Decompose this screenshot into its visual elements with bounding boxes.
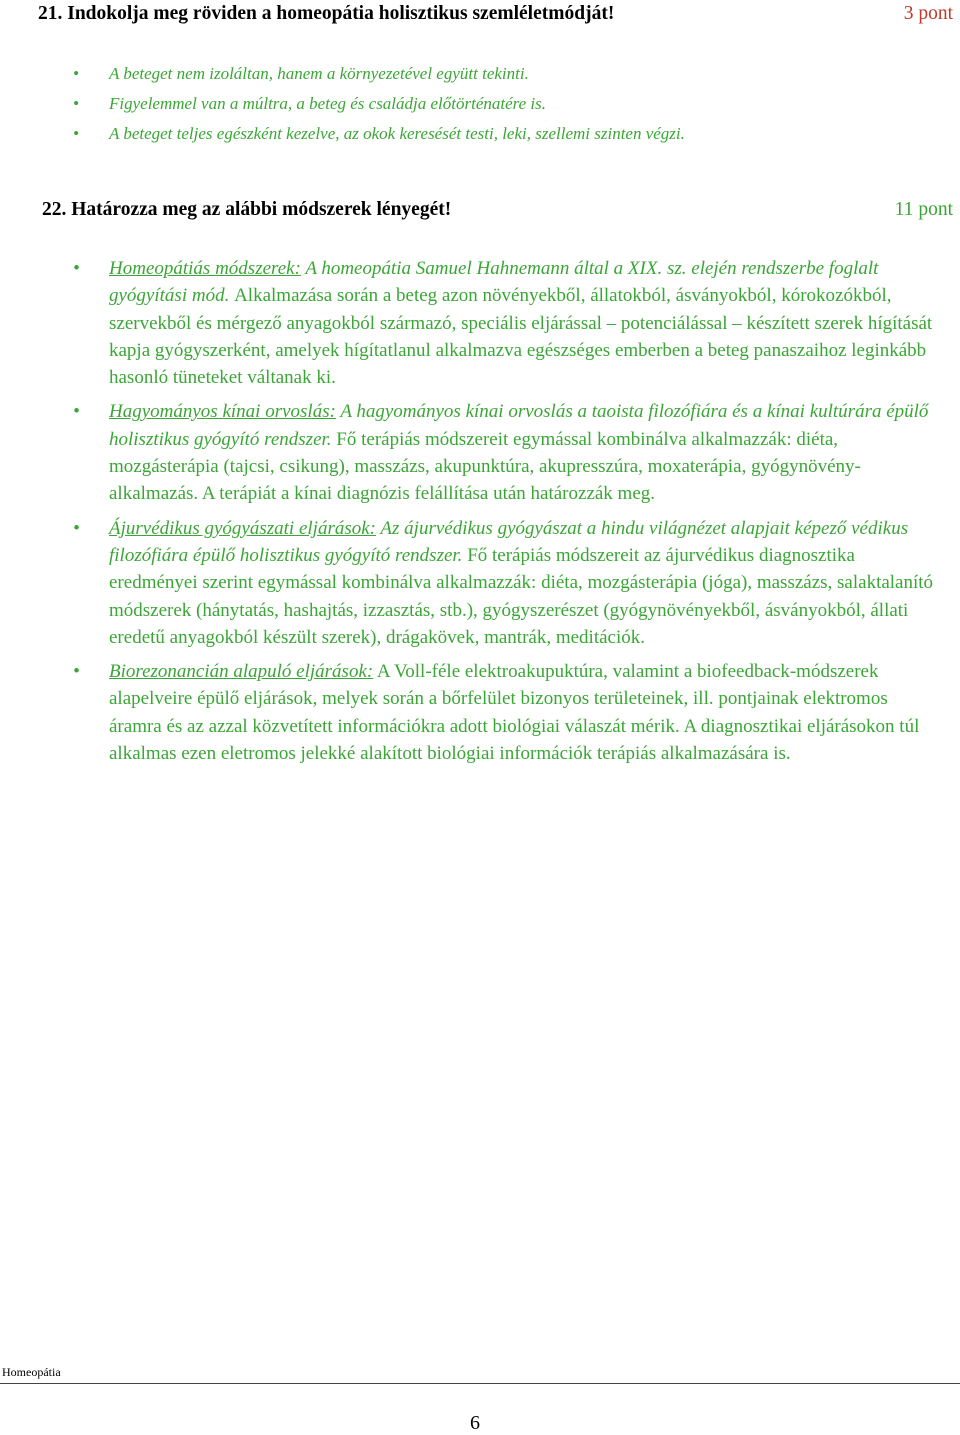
method-term: Biorezonancián alapuló eljárások: [109, 661, 374, 683]
question-22-header [42, 199, 953, 221]
method-text-continued: Fő terápiás módszereit egymással kombinálva alkalmazzák: diéta, mozgásterápia (tajcsi, csikung), masszázs, akupunktúra, akupresszúra, moxaterápia, gyógynövény-alkalmazás. A terápiát a kínai diagnózis felállítása után határozzák meg. [109, 428, 861, 505]
method-text-continued: A diagnosztikai eljárásokon túl alkalmas ezen eletromos jelekké alakított biológiai információk terápiás alkalmazására is. [109, 715, 920, 765]
question-21-answer-list [73, 59, 943, 149]
question-21-points: 3 pont [903, 3, 953, 24]
list-item: • A beteget nem izoláltan, hanem a környezetével együtt tekinti. [73, 59, 943, 89]
method-text: A homeopátia Samuel Hahnemann által a XIX. sz. elején rendszerbe foglalt gyógyítási mód. [109, 258, 879, 307]
list-item: • A beteget teljes egészként kezelve, az okok keresését testi, leki, szellemi szinten végzi. [73, 119, 943, 149]
method-term: Homeopátiás módszerek: [109, 258, 301, 279]
footer-label: Homeopátia [2, 1365, 61, 1379]
method-text: Az ájurvédikus gyógyászat a hindu világnézet alapjait képező védikus filozófiára épülő holisztikus gyógyító rendszer. [109, 517, 909, 566]
list-item [73, 515, 943, 651]
list-item [73, 398, 943, 507]
list-item [73, 255, 943, 391]
question-21-header [38, 3, 953, 25]
list-item [73, 658, 943, 767]
method-term: Ájurvédikus gyógyászati eljárások: [109, 517, 377, 539]
method-term: Hagyományos kínai orvoslás: [109, 401, 336, 423]
question-22-answer-list [73, 255, 943, 774]
question-22-title: 22. Határozza meg az alábbi módszerek lényegét! [42, 199, 452, 220]
method-text: A hagyományos kínai orvoslás a taoista filozófiára és a kínai kultúrára épülő holisztikus gyógyító rendszer. [109, 401, 929, 450]
page-number: 6 [470, 1412, 480, 1434]
list-item: • Figyelemmel van a múltra, a beteg és családja előtörténatére is. [73, 89, 943, 119]
method-text-continued: Alkalmazása során a beteg azon növényekből, állatokból, ásványokból, kórokozókból, szervekből és mérgező anyagokból származó, speciális eljárással – potenciálással – készített szerek hígítását kapja gyógyszerként, amelyek hígítatlanul alkalmazva egészséges emberben a beteg panaszaihoz leginkább hasonló tüneteket váltanak ki. [109, 285, 933, 389]
method-text-continued: Fő terápiás módszereit az ájurvédikus diagnosztika eredményei szerint egymással kombinálva alkalmazzák: diéta, mozgásterápia (jóga), masszázs, salaktalanító módszerek (hánytatás, hashajtás, izzasztás, stb.), gyógyszerészet (gyógynövényekből, ásványokból, állati eredetű anyagokból készült szerek), drágakövek, mantrák, meditációk. [109, 544, 934, 648]
method-text: A Voll-féle elektroakupuktúra, valamint a biofeedback-módszerek alapelveire épülő eljárások, melyek során a bőrfelület bizonyos területeinek, ill. pontjainak elektromos áramra és az azzal közvetített információkra adott biológiai válaszát mérik. [109, 661, 888, 737]
question-22-points: 11 pont [894, 199, 953, 220]
footer-divider [0, 1383, 960, 1384]
question-21-title: 21. Indokolja meg röviden a homeopátia holisztikus szemléletmódját! [38, 3, 615, 24]
